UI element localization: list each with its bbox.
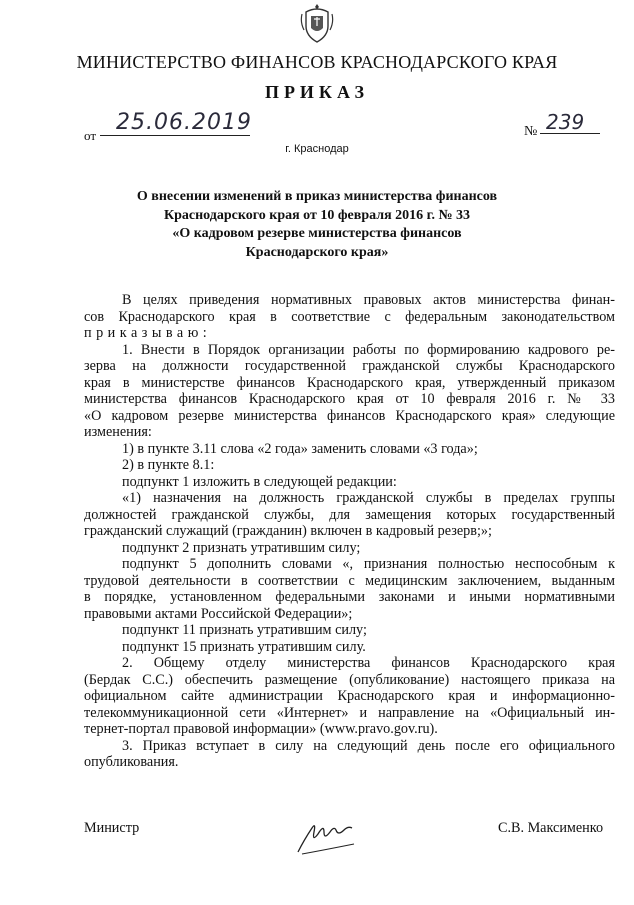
body-line: опубликования. [84,754,179,770]
handwritten-signature-icon [294,812,374,858]
body-line: в порядке, установленном федеральными законами и иными нормативными [84,589,615,605]
body-line: должностей гражданской службы, для замещения которых государственный [84,506,615,523]
body-line: правовыми актами Российской Федерации»; [84,605,353,622]
body-line: подпункт 11 признать утратившим силу; [122,622,367,638]
body-line: зерва на должности государственной гражданской службы Краснодарского [84,358,615,374]
title-line: Краснодарского края» [245,244,389,260]
body-line: министерства финансов Краснодарского края от 10 февраля 2016 г. № 33 [84,391,615,407]
krasnodar-coat-of-arms-icon [300,2,334,44]
body-line: 3. Приказ вступает в силу на следующий день после его официального [122,737,615,754]
title-line: Краснодарского края от 10 февраля 2016 г. № 33 [163,207,471,223]
title-line: О внесении изменений в приказ министерства финансов [136,189,498,204]
document-body [84,292,615,771]
number-label: № [524,124,538,139]
body-line: 2) в пункте 8.1: [122,457,215,473]
body-line: изменения: [84,424,152,440]
body-line: официальном сайте администрации Краснодарского края и информационно- [84,688,615,704]
body-line: В целях приведения нормативных правовых актов министерства финан- [122,292,615,308]
document-number: 239 [540,110,600,134]
body-line: подпункт 15 признать утратившим силу. [122,638,366,655]
signatory-position: Министр [84,820,140,836]
body-line: 1. Внести в Порядок организации работы по формированию кадрового ре- [122,341,615,358]
body-line: «О кадровом резерве министерства финансов Краснодарского края» следующие [84,407,615,424]
title-line: «О кадровом резерве министерства финансов [172,226,462,241]
body-line: гражданский служащий (гражданин) включен в кадровый резерв;»; [84,523,492,539]
body-line: края в министерстве финансов Краснодарского края, утвержденный приказом [84,374,615,391]
body-line: сов Краснодарского края в соответствие с федеральным законодательством [84,308,615,325]
body-line: подпункт 2 признать утратившим силу; [122,539,361,556]
body-line: (Бердак С.С.) обеспечить размещение (опубликование) настоящего приказа на [84,671,615,688]
body-line: «1) назначения на должность гражданской службы в пределах группы [122,490,615,506]
body-line: телекоммуникационной сети «Интернет» и направление на «Официальный ин- [84,704,615,721]
body-line: трудовой деятельности в соответствии с медицинским заключением, выданным [84,572,615,589]
date-label: от [84,128,97,143]
signatory-name: С.В. Максименко [498,820,604,836]
city: г. Краснодар [285,143,349,155]
body-line: 1) в пункте 3.11 слова «2 года» заменить словами «3 года»; [122,440,478,457]
body-line: подпункт 5 дополнить словами «, признания полностью неспособным к [122,556,615,572]
document-title [100,188,534,262]
document-type: ПРИКАЗ [264,82,370,102]
document-date: 25.06.2019 [100,110,250,136]
body-line: 2. Общему отделу министерства финансов Краснодарского края [122,655,615,671]
ministry-name: МИНИСТЕРСТВО ФИНАНСОВ КРАСНОДАРСКОГО КРАЯ [76,52,558,72]
body-line: приказываю: [84,325,212,341]
body-line: подпункт 1 изложить в следующей редакции: [122,473,397,490]
body-line: тернет-портал правовой информации» (www.pravo.gov.ru). [84,721,438,737]
